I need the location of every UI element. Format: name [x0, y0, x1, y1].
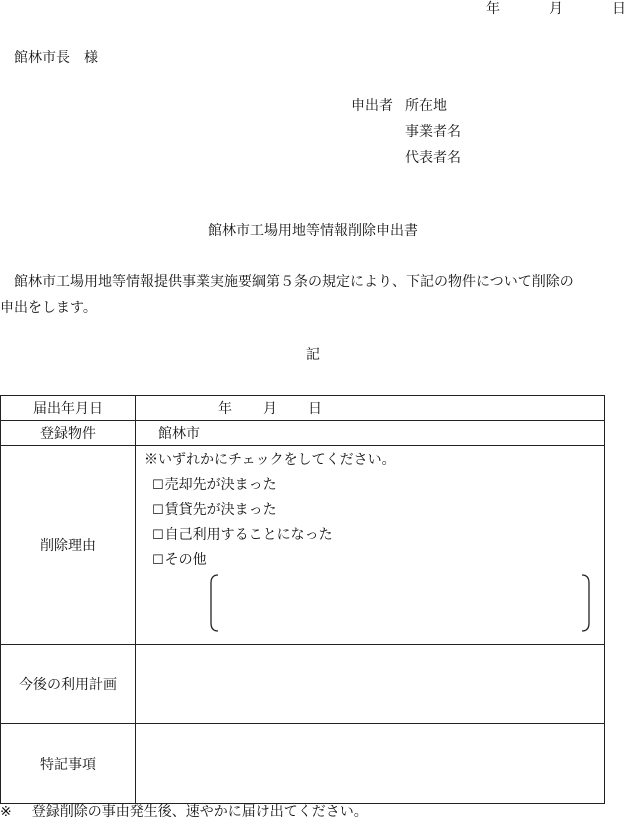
date-month: 月: [263, 401, 277, 417]
day-label: 日: [612, 1, 626, 17]
body-line-2: 申出をします。: [0, 300, 97, 316]
body-text: [0, 269, 626, 321]
ki-heading: 記: [306, 347, 320, 363]
table-row-property: [1, 421, 605, 446]
reason-option-label: 賃貸先が決まった: [164, 502, 277, 518]
checkbox-icon[interactable]: ☐: [152, 528, 164, 543]
checkbox-icon[interactable]: ☐: [152, 553, 164, 568]
year-label: 年: [486, 1, 500, 17]
future-plan-row-label: 今後の利用計画: [1, 645, 136, 724]
checkbox-icon[interactable]: ☐: [152, 478, 164, 493]
reason-option-self-use[interactable]: [152, 526, 333, 545]
footnote-mark: ※: [0, 804, 12, 820]
date-header: [486, 0, 626, 18]
checkbox-icon[interactable]: ☐: [152, 503, 164, 518]
reason-instruction: ※いずれかにチェックをしてください。: [144, 452, 396, 468]
company-label: 事業者名: [405, 124, 461, 140]
applicant-block: [351, 97, 461, 175]
date-row-value[interactable]: [136, 396, 605, 421]
future-plan-value[interactable]: [136, 645, 605, 724]
remarks-row-label: 特記事項: [1, 724, 136, 804]
document-title: 館林市工場用地等情報削除申出書: [208, 223, 418, 239]
body-line-1: 館林市工場用地等情報提供事業実施要綱第５条の規定により、下記の物件について削除の: [14, 274, 574, 290]
reason-option-leased[interactable]: [152, 501, 277, 520]
remarks-value[interactable]: [136, 724, 605, 804]
request-table: [0, 395, 605, 804]
reason-option-sold[interactable]: [152, 476, 277, 495]
reason-row-label: 削除理由: [1, 446, 136, 645]
date-row-label: 届出年月日: [1, 396, 136, 421]
property-row-value[interactable]: [136, 421, 605, 446]
date-day: 日: [308, 401, 322, 417]
table-row-date: [1, 396, 605, 421]
reason-row-value: [136, 446, 605, 645]
other-reason-bracket[interactable]: [210, 574, 590, 632]
footnote: [0, 803, 368, 821]
reason-option-other[interactable]: [152, 551, 207, 570]
month-label: 月: [549, 1, 563, 17]
table-row-reason: [1, 446, 605, 645]
representative-label: 代表者名: [405, 150, 461, 166]
date-year: 年: [218, 401, 232, 417]
property-row-label: 登録物件: [1, 421, 136, 446]
table-row-remarks: [1, 724, 605, 804]
table-row-future-plan: [1, 645, 605, 724]
reason-option-label: その他: [164, 552, 207, 568]
applicant-heading: 申出者: [351, 98, 393, 114]
addressee: 館林市長 様: [14, 50, 98, 66]
reason-option-label: 売却先が決まった: [164, 477, 277, 493]
reason-option-label: 自己利用することになった: [164, 527, 333, 543]
footnote-text: 登録削除の事由発生後、速やかに届け出てください。: [31, 804, 368, 820]
address-label: 所在地: [405, 98, 447, 114]
property-value: 館林市: [158, 426, 200, 442]
